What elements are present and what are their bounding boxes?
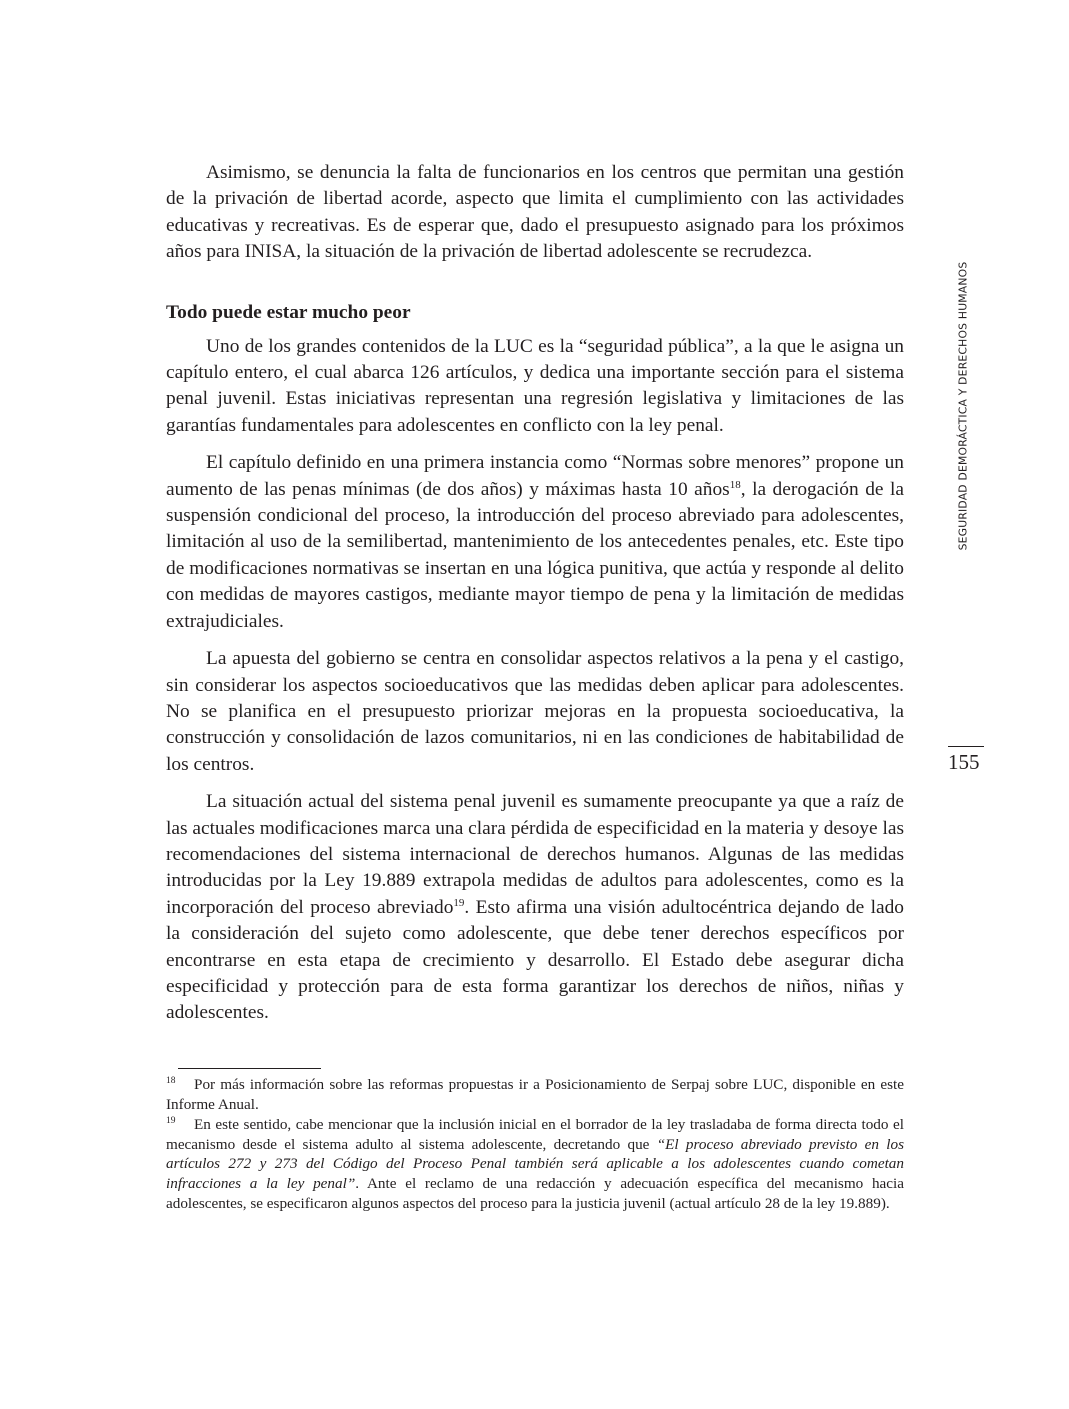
paragraph-2: Uno de los grandes contenidos de la LUC es la “seguridad pública”, a la que le asigna un capítulo entero, el cual abarca 126 artículos, y dedica una importante sección para el sistema penal juvenil. Estas iniciativas representan una regresión legislativa y limitaciones de las garantías fundamentales para adolescentes en conflicto con la ley penal.: [166, 335, 904, 436]
paragraph-5-text-b: . Esto afirma una visión adultocéntrica dejando de lado la consideración del sujeto como adolescente, que debe tener derechos específicos por encontrarse en esta etapa de crecimiento y desarrollo. El Estado debe asegurar dicha especificidad y protección para de esta forma garantizar los derechos de niños, niñas y adolescentes.: [166, 896, 904, 1024]
footnote-text: En este sentido, cabe mencionar que la inclusión inicial en el borrador de la ley trasladaba de forma directa todo el mecanismo desde el sistema adulto al sistema adolescente, decretando que: [166, 1116, 904, 1153]
paragraph-3-text-a: El capítulo definido en una primera instancia como “Normas sobre menores” propone un aumento de las penas mínimas (de dos años) y máximas hasta 10 años: [166, 452, 904, 500]
paragraph-1: Asimismo, se denuncia la falta de funcionarios en los centros que permitan una gestión de la privación de libertad acorde, aspecto que limita el cumplimiento con las actividades educativas y recreativas. Es de esperar que, dado el presupuesto asignado para los próximos años para INISA, la situación de la privación de libertad adolescente se recrudezca.: [166, 162, 904, 263]
footnote-ref-18[interactable]: 18: [729, 478, 741, 491]
page-number: 155: [948, 750, 980, 774]
footnotes: [166, 1075, 904, 1214]
running-head-text: SEGURIDAD DEMORÁCTICA Y DERECHOS HUMANOS: [956, 261, 970, 551]
page-number-rule: [948, 746, 984, 747]
footnote-quote: “El proceso abreviado previsto en los artículos 272 y 273 del Código del Proceso Penal también será aplicable a los adolescentes cuando cometan infracciones a la ley penal”: [166, 1135, 904, 1192]
footnote-19: 19 En este sentido, cabe mencionar que la inclusión inicial en el borrador de la ley trasladaba de forma directa todo el mecanismo desde el sistema adulto al sistema adolescente, decretando que “El proceso abreviado previsto en los artículos 272 y 273 del Código del Proceso Penal también será aplicable a los adolescentes cuando cometan infracciones a la ley penal”. Ante el reclamo de una redacción y adecuación específica del mecanismo hacia adolescentes, se especificaron algunos aspectos del proceso para la justicia juvenil (actual artículo 28 de la ley 19.889).: [166, 1116, 904, 1212]
body-text: [166, 160, 904, 1038]
footnote-text-end: . Ante el reclamo de una redacción y adecuación específica del mecanismo hacia adolescentes, se especificaron algunos aspectos del proceso para la justicia juvenil (actual artículo 28 de la ley 19.889).: [166, 1174, 904, 1212]
footnote-18: 18 Por más información sobre las reformas propuestas ir a Posicionamiento de Serpaj sobre LUC, disponible en este Informe Anual.: [166, 1076, 904, 1113]
running-head: [955, 247, 971, 565]
section-heading: Todo puede estar mucho peor: [166, 301, 411, 323]
paragraph-3: [166, 450, 904, 635]
paragraph-5: [166, 789, 904, 1027]
paragraph-3-text-b: , la derogación de la suspensión condicional del proceso, la introducción del proceso abreviado para adolescentes, limitación al uso de la semilibertad, mantenimiento de los antecedentes penales, etc. Este tipo de modificaciones normativas se insertan en una lógica punitiva, que actúa y responde al delito con medidas de mayores castigos, mediante mayor tiempo de pena y la limitación de medidas extrajudiciales.: [166, 478, 904, 632]
paragraph-4: La apuesta del gobierno se centra en consolidar aspectos relativos a la pena y el castigo, sin considerar los aspectos socioeducativos que las medidas deben aplicar para adolescentes. No se planifica en el presupuesto priorizar mejoras en la propuesta socioeducativa, la construcción y consolidación de lazos comunitarios, ni en las condiciones de habitabilidad de los centros.: [166, 648, 904, 775]
footnote-ref-19[interactable]: 19: [453, 896, 465, 909]
footnote-divider: [178, 1068, 321, 1069]
footnote-text: Por más información sobre las reformas propuestas ir a Posicionamiento de Serpaj sobre LUC, disponible en este Informe Anual.: [166, 1076, 904, 1113]
paragraph-5-text-a: La situación actual del sistema penal juvenil es sumamente preocupante ya que a raíz de las actuales modificaciones marca una clara pérdida de especificidad en la materia y desoye las recomendaciones del sistema internacional de derechos humanos. Algunas de las medidas introducidas por la Ley 19.889 extrapola medidas de adultos para adolescentes, como es la incorporación del proceso abreviado: [166, 791, 904, 918]
